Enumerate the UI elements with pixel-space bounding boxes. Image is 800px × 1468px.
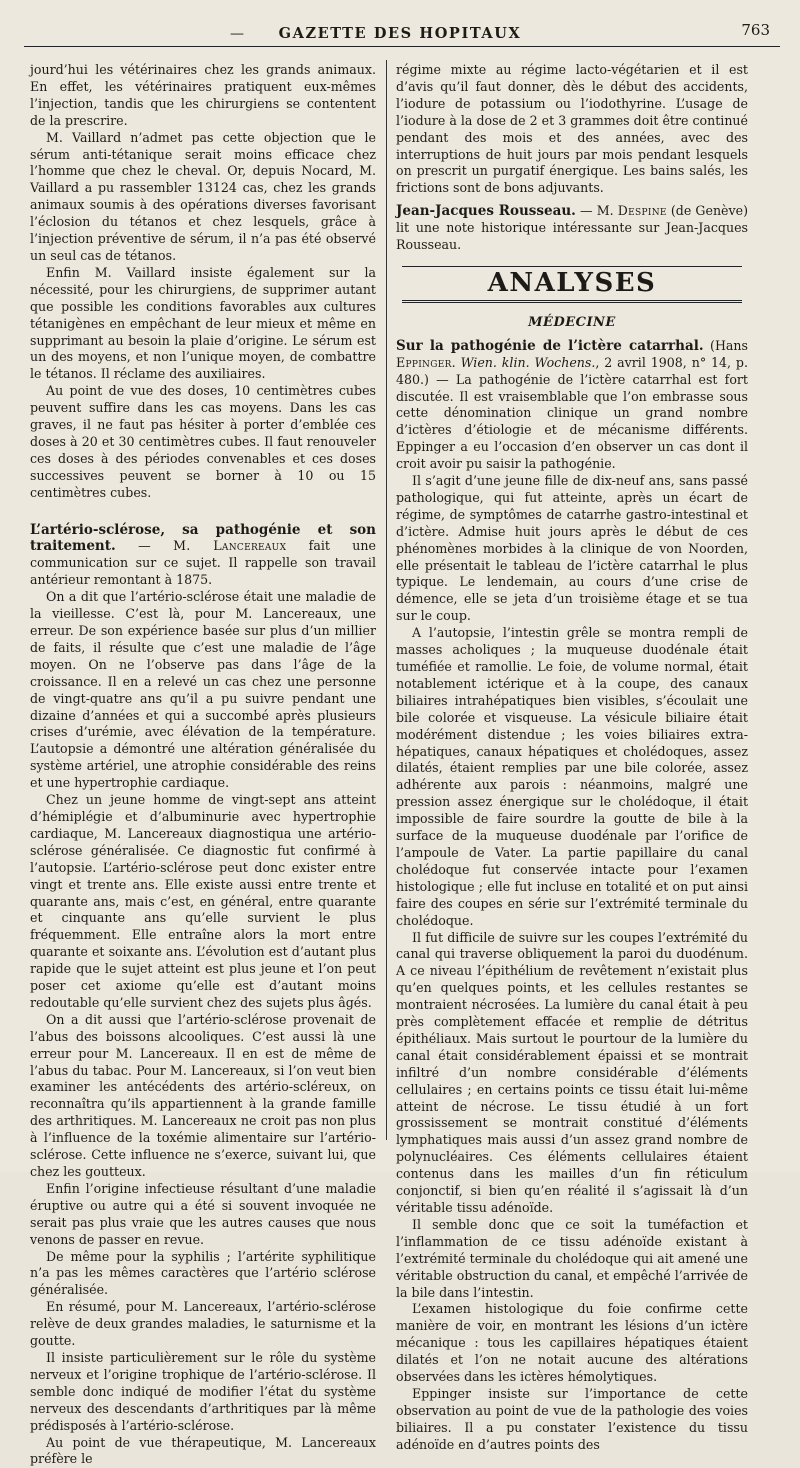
column-divider	[386, 60, 387, 1140]
banner-rule-top	[402, 266, 742, 267]
left-column	[30, 62, 376, 1468]
paragraph: De même pour la syphilis ; l’artérite syphilitique n’a pas les mêmes caractères que l’artério sclérose généralisée.	[30, 1249, 376, 1300]
article-ref-author: Eppinger	[396, 355, 452, 370]
article-ref-journal: Wien. klin. Wochens.	[461, 355, 596, 370]
analyses-heading: ANALYSES	[396, 275, 748, 292]
paragraph: Il insiste particulièrement sur le rôle du système nerveux et l’origine trophique de l’artério-sclérose. Il semble donc indiqué de modifier l’état du système nerveux des descendants d’arthritiques par là même prédisposés à l’artério-sclérose.	[30, 1350, 376, 1435]
paragraph: M. Vaillard n’admet pas cette objection que le sérum anti-tétanique serait moins efficace chez l’homme que chez le cheval. Or, depuis Nocard, M. Vaillard a pu rassembler 13124 cas, chez les grands animaux soumis à des opérations diverses favorisant l’éclosion du tétanos et chez lesquels, grâce à l’injection préventive de sérum, il n’a pas été observé un seul cas de tétanos.	[30, 130, 376, 265]
paragraph: Enfin l’origine infectieuse résultant d’une maladie éruptive ou autre qui a été si souvent invoquée ne serait pas plus vraie que les autres causes que nous venons de passer en revue.	[30, 1181, 376, 1249]
paragraph: Enfin M. Vaillard insiste également sur la nécessité, pour les chirurgiens, de supprimer autant que possible les conditions favorables aux cultures tétanigènes en empêchant de leur mieux et même en supprimant au besoin la plaie d’origine. Le sérum est un des moyens, et non l’unique moyen, de combattre le tétanos. Il réclame des auxiliaires.	[30, 265, 376, 383]
rousseau-text: (de Genève) lit une note historique intéressante sur Jean-Jacques Rousseau.	[396, 203, 748, 252]
paragraph: En résumé, pour M. Lancereaux, l’artério-sclérose relève de deux grandes maladies, le saturnisme et la goutte.	[30, 1299, 376, 1350]
article-ref-close: , 2 avril 1908, n° 14, p. 480.)	[396, 355, 748, 387]
paragraph: Au point de vue thérapeutique, M. Lancereaux préfère le	[30, 1435, 376, 1468]
paragraph: Au point de vue des doses, 10 centimètres cubes peuvent suffire dans les cas moyens. Dans les cas graves, il ne faut pas hésiter à porter d’emblée ces doses à 20 et 30 centimètres cubes. Il faut renouveler ces doses à des périodes convenables et ces doses successives peuvent se borner à 10 ou 15 centimètres cubes.	[30, 383, 376, 501]
paragraph: Chez un jeune homme de vingt-sept ans atteint d’hémiplégie et d’albuminurie avec hypertrophie cardiaque, M. Lancereaux diagnostiqua une artério-sclérose généralisée. Ce diagnostic fut confirmé à l’autopsie. L’artério-sclérose peut donc exister entre vingt et trente ans. Elle existe aussi entre trente et quarante ans, mais c’est, en général, entre quarante et cinquante ans qu’elle survient le plus fréquemment. Elle entraîne alors la mort entre quarante et soixante ans. L’évolution est d’autant plus rapide que le sujet atteint est plus jeune et l’on peut poser cet axiome qu’elle est d’autant moins redoutable qu’elle survient chez des sujets plus âgés.	[30, 792, 376, 1012]
article-ref-mid: .	[452, 355, 461, 370]
paragraph: régime mixte au régime lacto-végétarien et il est d’avis qu’il faut donner, dès le début des accidents, l’iodure de potassium ou l’iodothyrine. L’usage de l’iodure à la dose de 2 et 3 grammes doit être continué pendant des mois et des années, avec des interruptions de huit jours par mois pendant lesquels on prescrit un purgatif énergique. Les bains salés, les frictions sont de bons adjuvants.	[396, 62, 748, 197]
paragraph: jourd’hui les vétérinaires chez les grands animaux. En effet, les vétérinaires pratiquent eux-mêmes l’injection, tandis que les chirurgiens se contentent de la prescrire.	[30, 62, 376, 130]
section-author: M. Lancereaux	[173, 538, 286, 553]
article-ref-open: (Hans	[704, 338, 748, 353]
paragraph: On a dit aussi que l’artério-sclérose provenait de l’abus des boissons alcooliques. C’est aussi là une erreur pour M. Lancereaux. Il en est de même de l’abus du tabac. Pour M. Lancereaux, si l’on veut bien examiner les antécédents des artério-scléreux, on reconnaîtra qu’ils appartiennent à la grande famille des arthritiques. M. Lancereaux ne croit pas non plus à l’influence de la toxémie alimentaire sur l’artério-sclérose. Cette influence ne s’exerce, suivant lui, que chez les goutteux.	[30, 1012, 376, 1181]
rousseau-title: Jean-Jacques Rousseau.	[396, 203, 576, 219]
section-dash: —	[116, 538, 173, 553]
paragraph: Eppinger insiste sur l’importance de cette observation au point de vue de la pathologie des voies biliaires. Il a pu constater l’existence du tissu adénoïde en d’autres points des	[396, 1386, 748, 1454]
subsection-heading: MÉDECINE	[396, 315, 748, 332]
analyses-banner	[396, 266, 748, 303]
paragraph: L’examen histologique du foie confirme cette manière de voir, en montrant les lésions d’un ictère mécanique : tous les capillaires hépatiques étaient dilatés et l’on ne notait aucune des altérations observées dans les ictères hémolytiques.	[396, 1301, 748, 1386]
paragraph: Il semble donc que ce soit la tuméfaction et l’inflammation de ce tissu adénoïde existant à l’extrémité terminale du cholédoque qui ait amené une véritable obstruction du canal, et empêché l’arrivée de la bile dans l’intestin.	[396, 1217, 748, 1302]
section-title: L’artério-sclérose, sa pathogénie et son traitement.	[30, 522, 376, 555]
page-number: 763	[741, 21, 770, 39]
paragraph: A l’autopsie, l’intestin grêle se montra rempli de masses acholiques ; la muqueuse duodénale était tuméfiée et ramollie. Le foie, de volume normal, était notablement ictérique et à la coupe, des canaux biliaires intrahépatiques bien visibles, s’écoulait une bile colorée et visqueuse. La vésicule biliaire était modérément distendue ; les voies biliaires extra-hépatiques, canaux hépatiques et cholédoques, assez dilatés, étaient remplies par une bile colorée, assez adhérente aux parois : néanmoins, malgré une pression assez énergique sur le cholédoque, il était impossible de faire sourdre la goutte de bile à la surface de la muqueuse duodénale par l’orifice de l’ampoule de Vater. La partie papillaire du canal cholédoque fut conservée intacte pour l’examen histologique ; elle fut incluse en totalité et on put ainsi faire des coupes en série sur l’extrémité terminale du cholédoque.	[396, 625, 748, 929]
header-rule	[24, 46, 780, 47]
header-dash: —	[230, 26, 244, 42]
banner-rule-bottom	[402, 300, 742, 303]
article-title: Sur la pathogénie de l’ictère catarrhal.	[396, 338, 704, 354]
journal-title: GAZETTE DES HOPITAUX	[22, 25, 778, 42]
rousseau-dash: — M.	[576, 203, 618, 218]
article-lead: — La pathogénie de l’ictère catarrhal est fort discutée. Il est vraisemblable que l’on embrasse sous cette dénomination clinique un grand nombre d’ictères d’étiologie et de mécanisme différents. Eppinger a eu l’occasion d’en observer un cas dont il croit avoir pu saisir la pathogénie.	[396, 372, 748, 472]
page-header	[22, 18, 778, 46]
paragraph: Il fut difficile de suivre sur les coupes l’extrémité du canal qui traverse obliquement la paroi du duodénum. A ce niveau l’épithélium de revêtement n’existait plus qu’en quelques points, et les cellules restantes se montraient nécrosées. La lumière du canal était à peu près complètement effacée et remplie de détritus épithéliaux. Mais surtout le pourtour de la lumière du canal était considérablement épaissi et se montrait infiltré d’un nombre considérable d’éléments cellulaires ; en certains points ce tissu était lui-même atteint de nécrose. Le tissu étudié à un fort grossissement se montrait constitué d’éléments lymphatiques mais aussi d’un assez grand nombre de polynucléaires. Ces éléments cellulaires étaient contenus dans les mailles d’un fin réticulum conjonctif, si bien qu’en réalité il s’agissait là d’un véritable tissu adénoïde.	[396, 930, 748, 1217]
section-lead: fait une communication sur ce sujet. Il rappelle son travail antérieur remontant à 1875.	[30, 538, 376, 587]
section-gap	[30, 502, 376, 522]
right-column	[396, 62, 748, 1454]
paragraph: Il s’agit d’une jeune fille de dix-neuf ans, sans passé pathologique, qui fut atteinte, après un écart de régime, de symptômes de catarrhe gastro-intestinal et d’ictère. Admise huit jours après le début de ces phénomènes morbides à la clinique de von Noorden, elle présentait le tableau de l’ictère catarrhal le plus typique. Le lendemain, au cours d’une crise de démence, elle se jeta d’un troisième étage et se tua sur le coup.	[396, 473, 748, 625]
rousseau-author: Despine	[618, 203, 667, 218]
paragraph: On a dit que l’artério-sclérose était une maladie de la vieillesse. C’est là, pour M. Lancereaux, une erreur. De son expérience basée sur plus d’un millier de faits, il résulte que c’est une maladie de l’âge moyen. On ne l’observe pas dans l’âge de la croissance. Il en a relevé un cas chez une personne de vingt-quatre ans qu’il a pu suivre pendant une dizaine d’années et qui a succombé après plusieurs crises d’urémie, avec élévation de la température. L’autopsie a démontré une altération généralisée du système artériel, une atrophie considérable des reins et une hypertrophie cardiaque.	[30, 589, 376, 792]
